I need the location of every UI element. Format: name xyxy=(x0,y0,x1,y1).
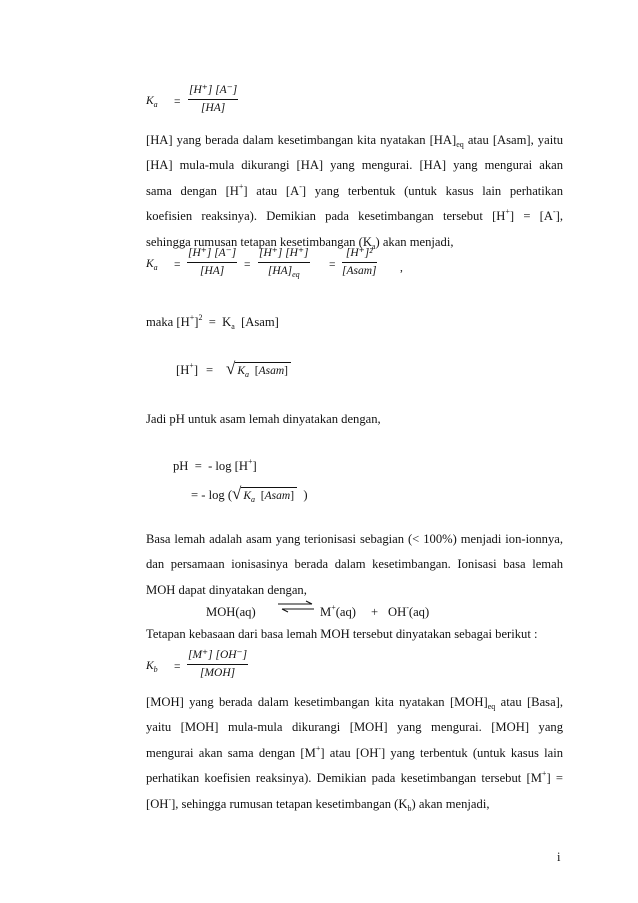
paragraph-line: [MOH] yang berada dalam kesetimbangan kita nyatakan $[MOH]_{eq}$ atau [Basa], xyxy=(146,695,563,711)
radical-icon: √ xyxy=(226,359,236,378)
equals-sign: = xyxy=(244,259,251,271)
maka-line: maka $[H^+]^2 = K_a$ [Asam] xyxy=(146,313,279,331)
reaction-product-2: OH-(aq) xyxy=(388,603,430,619)
page-number: i xyxy=(557,850,561,864)
fraction-denominator: [HA] xyxy=(200,102,226,114)
paragraph-moh xyxy=(146,690,563,817)
kb-fraction: [M⁺] [OH⁻] [MOH] xyxy=(188,649,248,679)
paragraph-line: [OH-], sehingga rumusan tetapan kesetimbangan $(K_b)$ akan menjadi, xyxy=(146,794,490,813)
equals-sign: = xyxy=(329,259,336,271)
radical-icon: √ xyxy=(232,484,242,503)
kb-equation: $K_b$ xyxy=(146,660,158,674)
ka-equation-1: $K_a$ xyxy=(146,95,158,109)
paragraph-line: dan persamaan ionisasinya berada dalam kesetimbangan. Ionisasi basa lemah xyxy=(146,557,563,572)
comma: , xyxy=(400,262,403,274)
ka-symbol: K xyxy=(146,95,154,107)
equals-sign: = xyxy=(174,259,181,271)
equals-sign: = xyxy=(206,363,214,377)
ph-line-2: = - log (√ $K_a$ [Asam] ) xyxy=(191,484,308,504)
jadi-line: Jadi pH untuk asam lemah dinyatakan dengan, xyxy=(146,412,381,426)
paragraph-line: sehingga rumusan tetapan kesetimbangan $(K_a)$ akan menjadi, xyxy=(146,234,454,251)
paragraph-line: mengurai akan sama dengan [M+] atau [OH-] yang terbentuk (untuk kasus lain xyxy=(146,743,563,760)
paragraph-basa-lemah xyxy=(146,527,563,603)
h-sqrt-line: [H+] xyxy=(176,361,199,377)
paragraph-line: [HA] mula-mula dikurangi [HA] yang mengurai. [HA] yang mengurai akan xyxy=(146,158,563,173)
ka-equation-2: $K_a$ xyxy=(146,258,158,272)
equals-sign: = xyxy=(174,96,181,108)
paragraph-line: yaitu [MOH] mula-mula dikurangi [MOH] yang mengurai. [MOH] yang xyxy=(146,720,563,735)
plus-sign: + xyxy=(371,605,379,619)
tetapan-line: Tetapan kebasaan dari basa lemah MOH tersebut dinyatakan sebagai berikut : xyxy=(146,627,538,641)
fraction-1: $\frac{[H^+] [A^-]}{[HA]}$ xyxy=(188,247,237,277)
paragraph-line: Basa lemah adalah asam yang terionisasi sebagian (< 100%) menjadi ion-ionnya, xyxy=(146,532,563,546)
ka-fraction xyxy=(188,83,238,116)
fraction-3: [H⁺]² [Asam] xyxy=(342,247,377,277)
fraction-2: $\frac{[H^+] [H^+]}{[HA]_{eq}}$ xyxy=(259,247,309,279)
equilibrium-arrow-icon xyxy=(276,600,316,614)
reaction-reactant: MOH(aq) xyxy=(206,605,256,619)
paragraph-line: MOH dapat dinyatakan dengan, xyxy=(146,582,307,597)
paragraph-ha xyxy=(146,128,563,255)
reaction-product-1: M+(aq) xyxy=(320,603,356,619)
paragraph-line: sama dengan [H+] atau [A-] yang terbentuk (untuk kasus lain perhatikan xyxy=(146,181,563,198)
paragraph-line: koefisien reaksinya). Demikian pada kesetimbangan tersebut [H+] = [A-], xyxy=(146,207,563,224)
sqrt-expression: √ $K_a$ [Asam] xyxy=(226,360,291,379)
equals-sign: = xyxy=(174,661,181,673)
paragraph-line: perhatikan koefisien reaksinya). Demikian pada kesetimbangan tersebut [M+] = xyxy=(146,769,563,786)
ph-line-1: pH = - log [H+] xyxy=(173,457,257,473)
fraction-numerator: [H⁺] [A⁻] xyxy=(189,84,238,96)
paragraph-line: [HA] yang berada dalam kesetimbangan kita nyatakan $[HA]_{eq}$ atau [Asam], yaitu xyxy=(146,133,563,149)
